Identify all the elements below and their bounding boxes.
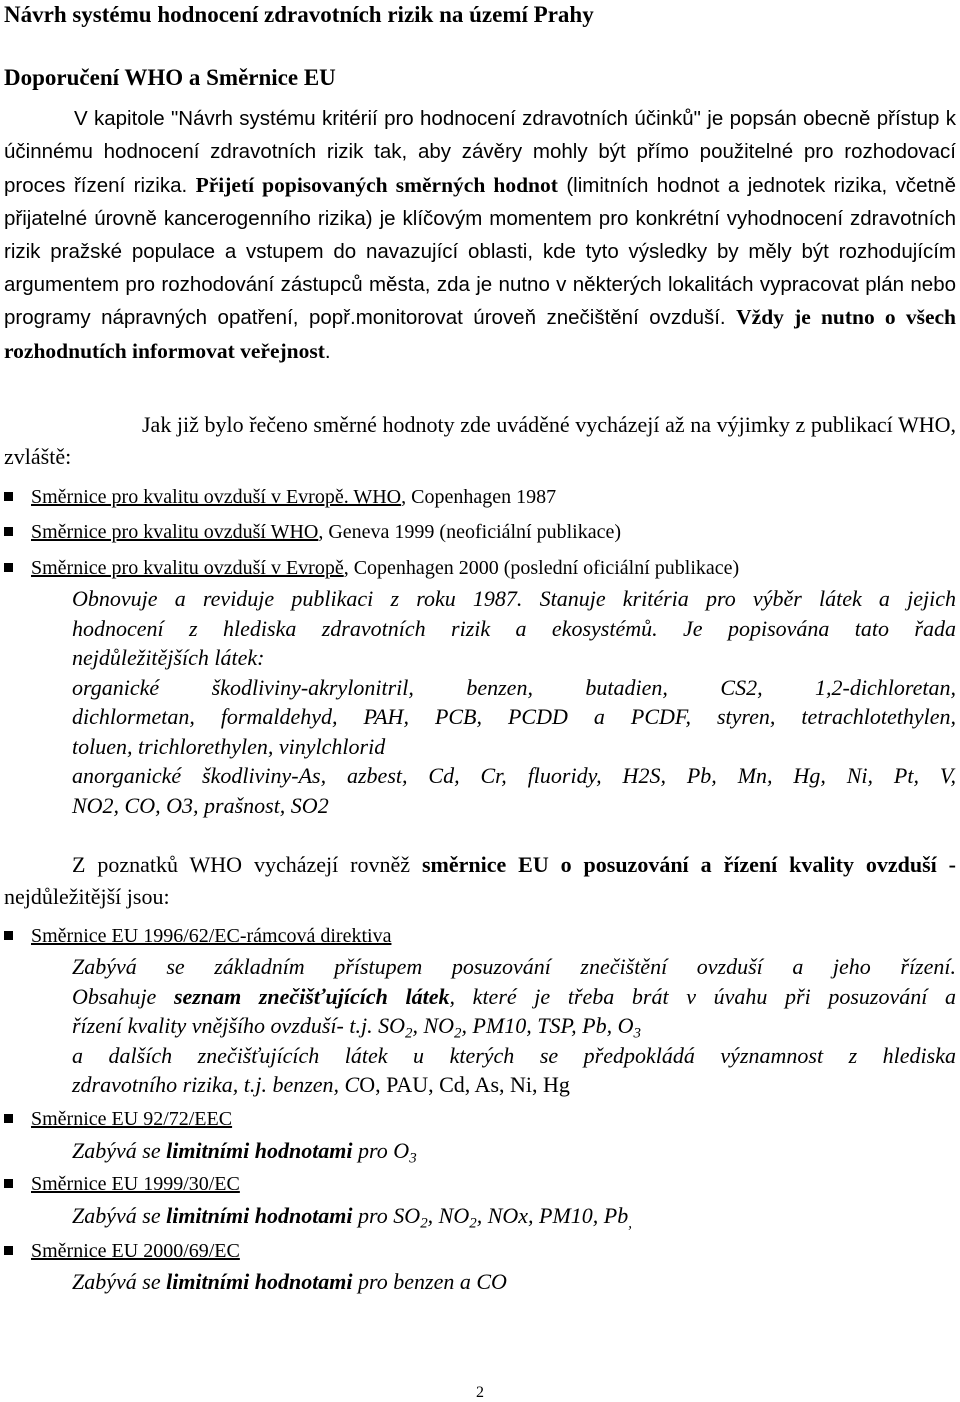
intro-text-part3: (limitních hodnot a jednotek rizika, včetně přijatelné úrovně kancerogenního rizika) je klíčovým momentem pro konkrétní vyhodnocení zdravotních rizik pražské populace a vstupem do navazující oblasti, kde tyto výsledky by měly být rozhodujícím argumentem pro rozhodování zástupců města, zda je nutno v některých lokalitách vypracovat plán nebo programy nápravných opatření, popř.monitorovat úroveň znečištění ovzduší. (4, 173, 956, 330)
eu-directive-description: Zabývá se limitními hodnotami pro benzen a CO (72, 1269, 507, 1294)
intro-paragraph: V kapitole "Návrh systému kritérií pro hodnocení zdravotních účinků" je popsán obecně přístup k účinnému hodnocení zdravotních rizik tak, aby závěry mohly být přímo použitelné pro rozhodovací proces řízení rizika. Přijetí popisovaných směrných hodnot (limitních hodnot a jednotek rizika, včetně přijatelné úrovně kancerogenního rizika) je klíčovým momentem pro konkrétní vyhodnocení zdravotních rizik pražské populace a vstupem do navazující oblasti, kde tyto výsledky by měly být rozhodujícím argumentem pro rozhodování zástupců města, zda je nutno v některých lokalitách vypracovat plán nebo programy nápravných opatření, popř.monitorovat úroveň znečištění ovzduší. Vždy je nutno o všech rozhodnutích informovat veřejnost. (4, 107, 956, 364)
document-title: Návrh systému hodnocení zdravotních rizik na území Prahy (4, 2, 594, 27)
eu-directive-description: Zabývá se limitními hodnotami pro $O_3$ (72, 1138, 417, 1167)
bullet-icon (4, 1179, 13, 1188)
bullet-icon (4, 563, 13, 572)
intro-bold-part: Přijetí popisovaných směrných hodnot (195, 172, 558, 197)
eu-intro-paragraph: Z poznatků WHO vycházejí rovněž směrnice EU o posuzování a řízení kvality ovzduší - nejdůležitější jsou: (4, 852, 957, 909)
eu-directive-link[interactable]: Směrnice EU 92/72/EEC (31, 1108, 233, 1130)
who-publication-link[interactable]: Směrnice pro kvalitu ovzduší v Evropě (31, 557, 344, 579)
who-intro-paragraph: Jak již bylo řečeno směrné hodnoty zde uváděné vycházejí až na výjimky z publikací WHO, zvláště: (4, 412, 956, 469)
eu-directive-description: Zabývá se limitními hodnotami pro $SO_2$, $NO_2$, NOx, PM10, $Pb_,$ (72, 1203, 632, 1232)
bullet-icon (4, 492, 13, 501)
page-number: 2 (476, 1384, 484, 1401)
eu-intro-bold: směrnice EU o posuzování a řízení kvality ovzduší - (421, 852, 957, 877)
section-heading: Doporučení WHO a Směrnice EU (4, 65, 336, 90)
who-description: Obnovuje a reviduje publikaci z roku 1987. Stanuje kritéria pro výběr látek a jejich hodnocení z hlediska zdravotních rizik a ekosystémů. Je popisována tato řada nejdůležitějších látek: organické škodliviny-akrylonitril, benzen, butadien, CS2, 1,2-dichloretan, dichlormetan, formaldehyd, PAH, PCB, PCDD a PCDF, styren, tetrachlotethylen, toluen, trichlorethylen, vinylchlorid anorganické škodliviny-As, azbest, Cd, Cr, fluoridy, H2S, Pb, Mn, Hg, Ni, Pt, V, NO2, CO, O3, prašnost, SO2 (72, 586, 956, 818)
who-publication-link[interactable]: Směrnice pro kvalitu ovzduší v Evropě. WHO (31, 486, 402, 508)
bullet-icon (4, 527, 13, 536)
eu-directive-link[interactable]: Směrnice EU 2000/69/EC (31, 1240, 240, 1262)
eu-directive-description: Zabývá se základním přístupem posuzování znečištění ovzduší a jeho řízení. Obsahuje seznam znečišťujících látek, které je třeba brát v úvahu při posuzování a řízení kvality vnějšího ovzduší- t.j. $SO_2$, $NO_2$, PM10, TSP, Pb, $O_3$ a dalších znečišťujících látek u kterých se předpokládá významnost z hlediska zdravotního rizika, t.j. benzen, CO, PAU, Cd, As, Ni, Hg (72, 954, 957, 1097)
bullet-icon (4, 1246, 13, 1255)
bullet-icon (4, 931, 13, 940)
bullet-icon (4, 1114, 13, 1123)
eu-directive-link[interactable]: Směrnice EU 1999/30/EC (31, 1173, 240, 1195)
document-page: Návrh systému hodnocení zdravotních rizik na území Prahy Doporučení WHO a Směrnice EU V kapitole "Návrh systému kritérií pro hodnocení zdravotních účinků" je popsán obecně přístup k účinnému hodnocení zdravotních rizik tak, aby závěry mohly být přímo použitelné pro rozhodovací proces řízení rizika. Přijetí popisovaných směrných hodnot (limitních hodnot a jednotek rizika, včetně přijatelné úrovně kancerogenního rizika) je klíčovým momentem pro konkrétní vyhodnocení zdravotních rizik pražské populace a vstupem do navazující oblasti, kde tyto výsledky by měly být rozhodujícím argumentem pro rozhodování zástupců města, zda je nutno v některých lokalitách vypracovat plán nebo programy nápravných opatření, popř.monitorovat úroveň znečištění ovzduší. Vždy je nutno o všech rozhodnutích informovat veřejnost. Jak již bylo řečeno směrné hodnoty zde uváděné vycházejí až na výjimky z publikací WHO, zvláště: Směrnice pro kvalitu ovzduší v Evropě. WHO, Copenhagen 1987 Směrnice pro kvalitu ovzduší WHO, Geneva 1999 (neoficiální publikace) Směrnice pro kvalitu ovzduší v Evropě, Copenhagen 2000 (poslední oficiální publikace) Obnovuje a reviduje publikaci z roku 1987. Stanuje kritéria pro výběr látek a jejich hodnocení z hlediska zdravotních rizik a ekosystémů. Je popisována tato řada nejdůležitějších látek: organické škodliviny-akrylonitril, benzen, butadien, CS2, 1,2-dichloretan, dichlormetan, formaldehyd, PAH, PCB, PCDD a PCDF, styren, tetrachlotethylen, toluen, trichlorethylen, vinylchlorid anorganické škodliviny-As, azbest, Cd, Cr, fluoridy, H2S, Pb, Mn, Hg, Ni, Pt, V, NO2, CO, O3, prašnost, SO2 Z poznatků WHO vycházejí rovněž směrnice EU o posuzování a řízení kvality ovzduší - nejdůležitější jsou: Směrnice EU 1996/62/EC-rámcová direktiva Zabývá se základním přístupem posuzování znečištění ovzduší a jeho řízení. Obsahuje seznam znečišťujících látek, které je třeba brát v úvahu při posuzování a řízení kvality vnějšího ovzduší- t.j. $SO_2$, $NO_2$, PM10, TSP, Pb, $O_3$ a dalších znečišťujících látek u kterých se předpokládá významnost z hlediska zdravotního rizika, t.j. benzen, CO, PAU, Cd, As, Ni, Hg Směrnice EU 92/72/EEC Zabývá se limitními hodnotami pro $O_3$ Směrnice EU 1999/30/EC Zabývá se limitními hodnotami pro $SO_2$, $NO_2$, NOx, PM10, $Pb_,$ Směrnice EU 2000/69/EC Zabývá se limitními hodnotami pro benzen a CO 2 (0, 0, 960, 1402)
eu-directive-link[interactable]: Směrnice EU 1996/62/EC-rámcová direktiva (31, 925, 392, 947)
intro-bold-conclusion: Vždy je nutno o všech rozhodnutích informovat veřejnost (4, 305, 956, 364)
intro-text-part1: V kapitole "Návrh systému kritérií pro hodnocení zdravotních účinků" je popsán obecně přístup k účinnému hodnocení zdravotních rizik tak, aby závěry mohly být přímo použitelné pro rozhodovací proces řízení rizika. (4, 107, 956, 197)
who-publication-link[interactable]: Směrnice pro kvalitu ovzduší WHO (31, 521, 319, 543)
